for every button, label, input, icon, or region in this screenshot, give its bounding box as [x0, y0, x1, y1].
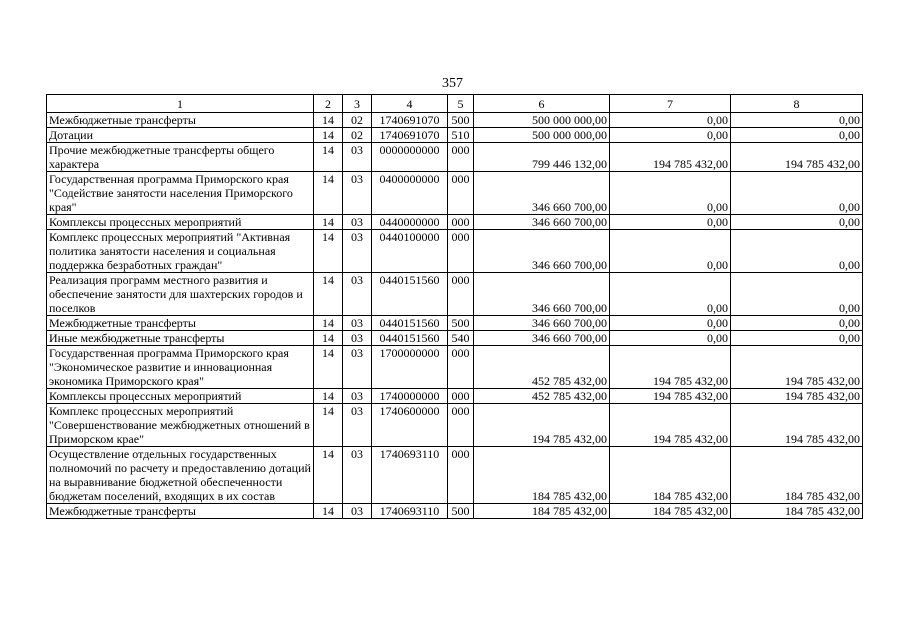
header-cell: 4: [372, 95, 448, 113]
amount-col6-cell: 452 785 432,00: [474, 389, 610, 404]
section-code-cell: 14: [314, 273, 343, 316]
amount-col7-cell: 194 785 432,00: [610, 346, 731, 389]
row-name-cell: Межбюджетные трансферты: [47, 504, 314, 519]
section-code-cell: 14: [314, 316, 343, 331]
amount-col7-cell: 194 785 432,00: [610, 143, 731, 172]
target-article-cell: 1740691070: [372, 113, 448, 128]
amount-col7-cell: 184 785 432,00: [610, 504, 731, 519]
subsection-code-cell: 02: [343, 113, 372, 128]
header-cell: 8: [731, 95, 863, 113]
amount-col8-cell: 0,00: [731, 273, 863, 316]
table-row: [47, 128, 863, 143]
subsection-code-cell: 03: [343, 331, 372, 346]
page-number: 357: [442, 76, 463, 91]
amount-col8-cell: 194 785 432,00: [731, 404, 863, 447]
target-article-cell: 0440000000: [372, 215, 448, 230]
row-name-cell: Межбюджетные трансферты: [47, 113, 314, 128]
section-code-cell: 14: [314, 172, 343, 215]
subsection-code-cell: 03: [343, 273, 372, 316]
table-row: [47, 113, 863, 128]
row-name-cell: Государственная программа Приморского края "Экономическое развитие и инновационная экономика Приморского края": [47, 346, 314, 389]
row-name-cell: Комплекс процессных мероприятий "Активная политика занятости населения и социальная поддержка безработных граждан": [47, 230, 314, 273]
header-cell: 2: [314, 95, 343, 113]
amount-col8-cell: 0,00: [731, 172, 863, 215]
target-article-cell: 1740691070: [372, 128, 448, 143]
expense-type-cell: 000: [448, 215, 474, 230]
section-code-cell: 14: [314, 128, 343, 143]
table-row: [47, 504, 863, 519]
target-article-cell: 1740693110: [372, 447, 448, 504]
header-cell: 5: [448, 95, 474, 113]
expense-type-cell: 000: [448, 346, 474, 389]
expense-type-cell: 500: [448, 316, 474, 331]
amount-col6-cell: 500 000 000,00: [474, 128, 610, 143]
amount-col7-cell: 0,00: [610, 172, 731, 215]
target-article-cell: 1740693110: [372, 504, 448, 519]
amount-col7-cell: 0,00: [610, 215, 731, 230]
amount-col7-cell: 0,00: [610, 128, 731, 143]
expense-type-cell: 500: [448, 113, 474, 128]
amount-col6-cell: 799 446 132,00: [474, 143, 610, 172]
table-row: [47, 215, 863, 230]
amount-col8-cell: 0,00: [731, 215, 863, 230]
amount-col7-cell: 0,00: [610, 331, 731, 346]
amount-col6-cell: 194 785 432,00: [474, 404, 610, 447]
row-name-cell: Реализация программ местного развития и обеспечение занятости для шахтерских городов и поселков: [47, 273, 314, 316]
target-article-cell: 0400000000: [372, 172, 448, 215]
expense-type-cell: 000: [448, 389, 474, 404]
row-name-cell: Комплекс процессных мероприятий "Совершенствование межбюджетных отношений в Приморском крае": [47, 404, 314, 447]
table-row: [47, 273, 863, 316]
amount-col6-cell: 184 785 432,00: [474, 447, 610, 504]
amount-col8-cell: 0,00: [731, 316, 863, 331]
amount-col6-cell: 346 660 700,00: [474, 316, 610, 331]
amount-col6-cell: 184 785 432,00: [474, 504, 610, 519]
budget-table: [46, 94, 863, 519]
target-article-cell: 0440151560: [372, 273, 448, 316]
section-code-cell: 14: [314, 389, 343, 404]
amount-col8-cell: 0,00: [731, 331, 863, 346]
table-row: [47, 143, 863, 172]
table-row: [47, 316, 863, 331]
expense-type-cell: 000: [448, 143, 474, 172]
header-cell: 1: [47, 95, 314, 113]
target-article-cell: 1740600000: [372, 404, 448, 447]
subsection-code-cell: 03: [343, 215, 372, 230]
subsection-code-cell: 03: [343, 504, 372, 519]
subsection-code-cell: 02: [343, 128, 372, 143]
target-article-cell: 0440151560: [372, 331, 448, 346]
subsection-code-cell: 03: [343, 404, 372, 447]
expense-type-cell: 500: [448, 504, 474, 519]
amount-col8-cell: 0,00: [731, 128, 863, 143]
amount-col6-cell: 346 660 700,00: [474, 331, 610, 346]
expense-type-cell: 000: [448, 230, 474, 273]
section-code-cell: 14: [314, 215, 343, 230]
subsection-code-cell: 03: [343, 316, 372, 331]
row-name-cell: Государственная программа Приморского края "Содействие занятости населения Приморского края": [47, 172, 314, 215]
expense-type-cell: 000: [448, 447, 474, 504]
section-code-cell: 14: [314, 331, 343, 346]
amount-col6-cell: 346 660 700,00: [474, 230, 610, 273]
amount-col6-cell: 500 000 000,00: [474, 113, 610, 128]
target-article-cell: 1740000000: [372, 389, 448, 404]
section-code-cell: 14: [314, 346, 343, 389]
amount-col6-cell: 346 660 700,00: [474, 172, 610, 215]
row-name-cell: Дотации: [47, 128, 314, 143]
subsection-code-cell: 03: [343, 143, 372, 172]
target-article-cell: 0440151560: [372, 316, 448, 331]
section-code-cell: 14: [314, 230, 343, 273]
table-row: [47, 172, 863, 215]
header-cell: 3: [343, 95, 372, 113]
amount-col8-cell: 184 785 432,00: [731, 447, 863, 504]
amount-col8-cell: 184 785 432,00: [731, 504, 863, 519]
amount-col6-cell: 452 785 432,00: [474, 346, 610, 389]
subsection-code-cell: 03: [343, 172, 372, 215]
expense-type-cell: 000: [448, 172, 474, 215]
subsection-code-cell: 03: [343, 346, 372, 389]
section-code-cell: 14: [314, 143, 343, 172]
row-name-cell: Прочие межбюджетные трансферты общего характера: [47, 143, 314, 172]
subsection-code-cell: 03: [343, 230, 372, 273]
row-name-cell: Комплексы процессных мероприятий: [47, 215, 314, 230]
expense-type-cell: 510: [448, 128, 474, 143]
amount-col6-cell: 346 660 700,00: [474, 273, 610, 316]
target-article-cell: 1700000000: [372, 346, 448, 389]
amount-col8-cell: 194 785 432,00: [731, 389, 863, 404]
amount-col8-cell: 0,00: [731, 230, 863, 273]
row-name-cell: Межбюджетные трансферты: [47, 316, 314, 331]
section-code-cell: 14: [314, 404, 343, 447]
header-row: [47, 95, 863, 113]
row-name-cell: Осуществление отдельных государственных полномочий по расчету и предоставлению дотаций на выравнивание бюджетной обеспеченности бюджетам поселений, входящих в их состав: [47, 447, 314, 504]
table-row: [47, 389, 863, 404]
section-code-cell: 14: [314, 447, 343, 504]
table-row: [47, 346, 863, 389]
table-row: [47, 404, 863, 447]
amount-col7-cell: 194 785 432,00: [610, 404, 731, 447]
target-article-cell: 0000000000: [372, 143, 448, 172]
expense-type-cell: 000: [448, 404, 474, 447]
amount-col6-cell: 346 660 700,00: [474, 215, 610, 230]
table-row: [47, 447, 863, 504]
amount-col7-cell: 184 785 432,00: [610, 447, 731, 504]
amount-col8-cell: 194 785 432,00: [731, 143, 863, 172]
expense-type-cell: 540: [448, 331, 474, 346]
row-name-cell: Комплексы процессных мероприятий: [47, 389, 314, 404]
section-code-cell: 14: [314, 113, 343, 128]
amount-col7-cell: 194 785 432,00: [610, 389, 731, 404]
expense-type-cell: 000: [448, 273, 474, 316]
row-name-cell: Иные межбюджетные трансферты: [47, 331, 314, 346]
amount-col7-cell: 0,00: [610, 113, 731, 128]
table-row: [47, 331, 863, 346]
amount-col8-cell: 194 785 432,00: [731, 346, 863, 389]
table-row: [47, 230, 863, 273]
target-article-cell: 0440100000: [372, 230, 448, 273]
amount-col7-cell: 0,00: [610, 230, 731, 273]
header-cell: 7: [610, 95, 731, 113]
section-code-cell: 14: [314, 504, 343, 519]
amount-col7-cell: 0,00: [610, 273, 731, 316]
header-cell: 6: [474, 95, 610, 113]
amount-col8-cell: 0,00: [731, 113, 863, 128]
subsection-code-cell: 03: [343, 447, 372, 504]
subsection-code-cell: 03: [343, 389, 372, 404]
amount-col7-cell: 0,00: [610, 316, 731, 331]
